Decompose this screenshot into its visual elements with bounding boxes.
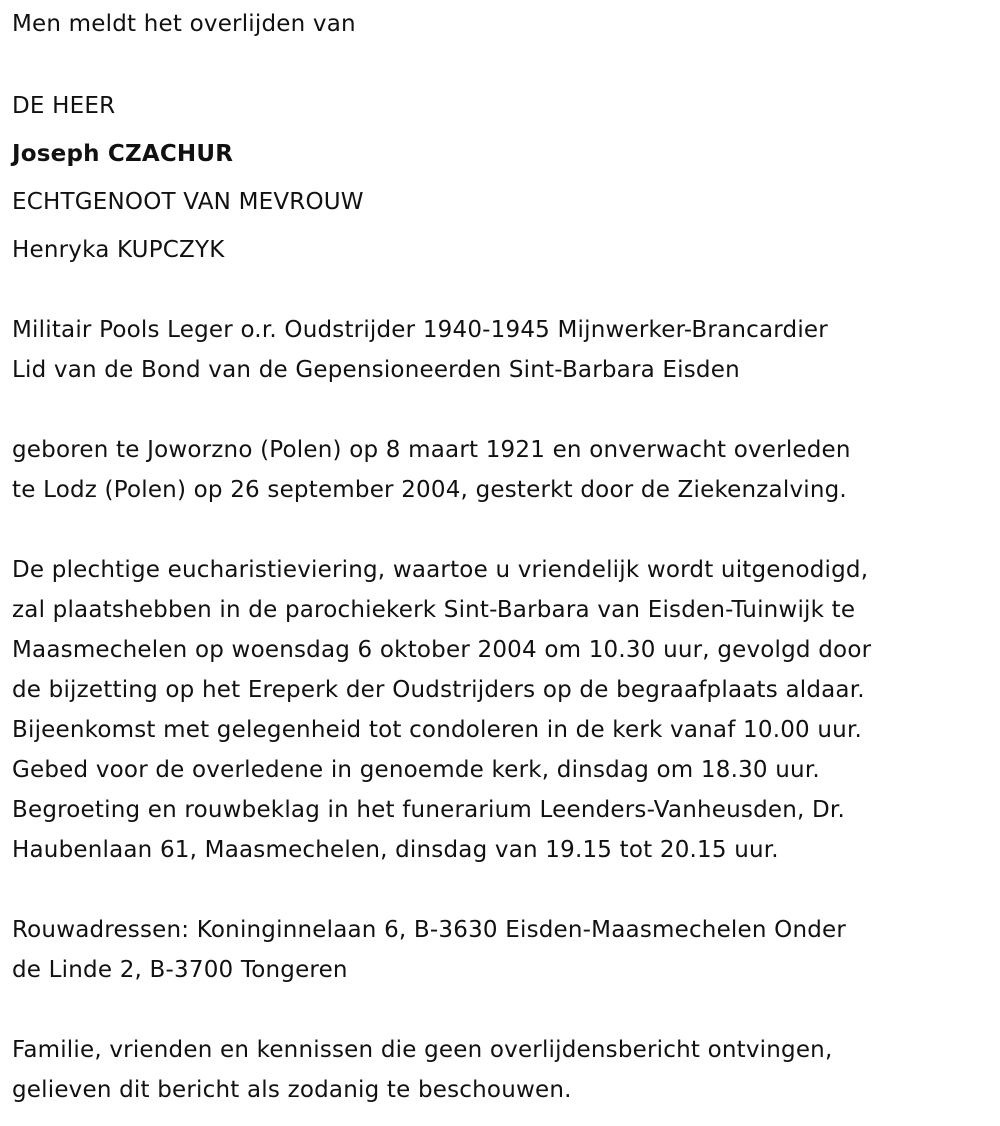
birth-death-block xyxy=(12,430,992,510)
name-block xyxy=(12,82,992,274)
honorific: DE HEER xyxy=(12,93,116,119)
ceremony-block xyxy=(12,550,992,870)
affiliations-block xyxy=(12,310,992,390)
ceremony-line: zal plaatshebben in de parochiekerk Sint-Barbara van Eisden-Tuinwijk te xyxy=(12,597,856,623)
ceremony-line: Maasmechelen op woensdag 6 oktober 2004 om 10.30 uur, gevolgd door xyxy=(12,637,872,663)
closing-line: gelieven dit bericht als zodanig te beschouwen. xyxy=(12,1077,572,1103)
affiliation-line: Lid van de Bond van de Gepensioneerden Sint-Barbara Eisden xyxy=(12,357,740,383)
relation-label: ECHTGENOOT VAN MEVROUW xyxy=(12,189,364,215)
birth-death-line: te Lodz (Polen) op 26 september 2004, gesterkt door de Ziekenzalving. xyxy=(12,477,847,503)
intro-block xyxy=(12,0,992,44)
ceremony-line: Gebed voor de overledene in genoemde kerk, dinsdag om 18.30 uur. xyxy=(12,757,820,783)
address-line: Rouwadressen: Koninginnelaan 6, B-3630 Eisden-Maasmechelen Onder xyxy=(12,917,847,943)
address-line: de Linde 2, B-3700 Tongeren xyxy=(12,957,348,983)
obituary-notice xyxy=(12,0,992,1110)
deceased-name: Joseph CZACHUR xyxy=(12,141,234,167)
closing-line: Familie, vrienden en kennissen die geen overlijdensbericht ontvingen, xyxy=(12,1037,833,1063)
ceremony-line: De plechtige eucharistieviering, waartoe u vriendelijk wordt uitgenodigd, xyxy=(12,557,869,583)
intro-line: Men meldt het overlijden van xyxy=(12,11,356,37)
spouse-name: Henryka KUPCZYK xyxy=(12,237,225,263)
ceremony-line: Haubenlaan 61, Maasmechelen, dinsdag van 19.15 tot 20.15 uur. xyxy=(12,837,779,863)
ceremony-line: Bijeenkomst met gelegenheid tot condoleren in de kerk vanaf 10.00 uur. xyxy=(12,717,862,743)
affiliation-line: Militair Pools Leger o.r. Oudstrijder 1940-1945 Mijnwerker-Brancardier xyxy=(12,317,828,343)
birth-death-line: geboren te Joworzno (Polen) op 8 maart 1921 en onverwacht overleden xyxy=(12,437,851,463)
addresses-block xyxy=(12,910,992,990)
closing-block xyxy=(12,1030,992,1110)
ceremony-line: de bijzetting op het Ereperk der Oudstrijders op de begraafplaats aldaar. xyxy=(12,677,865,703)
ceremony-line: Begroeting en rouwbeklag in het funerarium Leenders-Vanheusden, Dr. xyxy=(12,797,845,823)
